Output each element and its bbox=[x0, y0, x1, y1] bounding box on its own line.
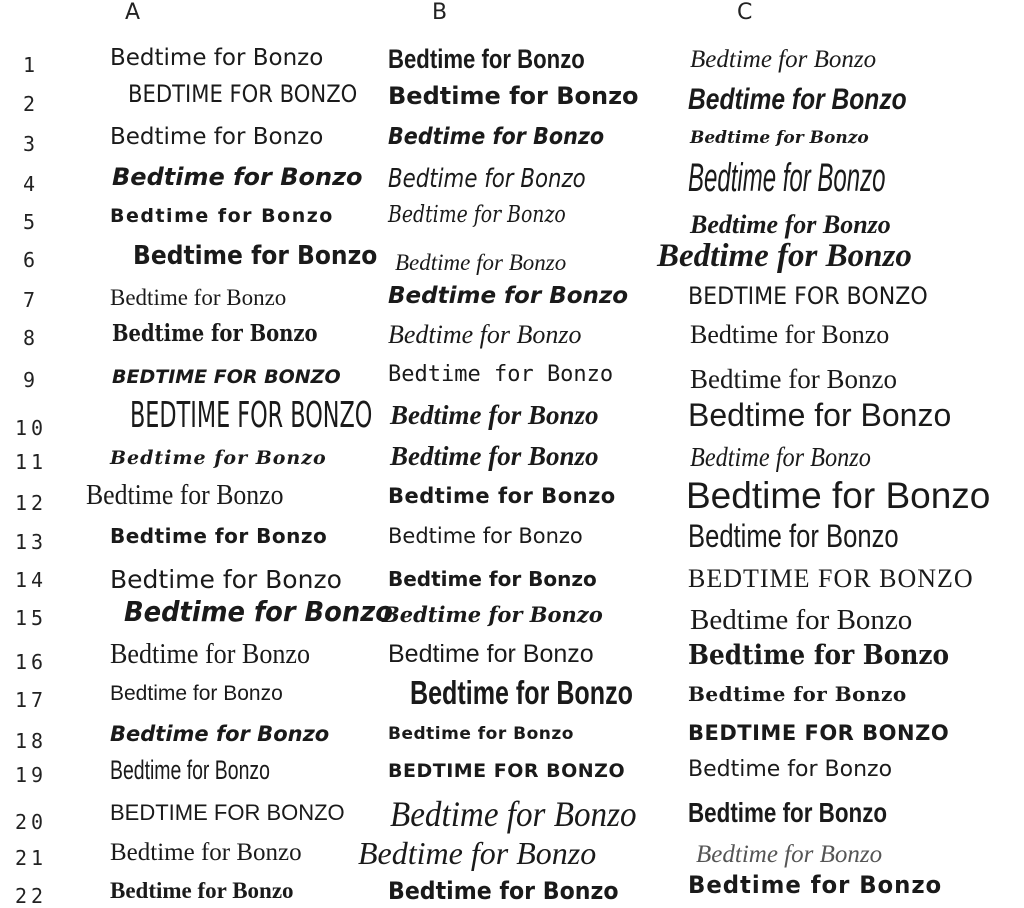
sample-b-6: Bedtime for Bonzo bbox=[395, 250, 567, 275]
sample-a-14: Bedtime for Bonzo bbox=[110, 565, 342, 594]
row-number: 12 bbox=[14, 491, 48, 515]
sample-a-20: BEDTIME FOR BONZO bbox=[110, 800, 345, 825]
sample-b-12: Bedtime for Bonzo bbox=[388, 484, 616, 508]
sample-c-13: Bedtime for Bonzo bbox=[688, 518, 899, 554]
row-number: 14 bbox=[14, 568, 48, 592]
row-number: 8 bbox=[22, 326, 40, 350]
sample-c-6: Bedtime for Bonzo bbox=[657, 238, 912, 274]
sample-a-21: Bedtime for Bonzo bbox=[110, 839, 302, 866]
sample-c-11: Bedtime for Bonzo bbox=[690, 442, 871, 472]
sample-b-10: Bedtime for Bonzo bbox=[390, 400, 599, 430]
sample-a-4: Bedtime for Bonzo bbox=[112, 163, 363, 191]
sample-c-15: Bedtime for Bonzo bbox=[690, 604, 913, 636]
row-number: 10 bbox=[14, 416, 48, 440]
row-number: 13 bbox=[14, 530, 48, 554]
sample-a-15: Bedtime for Bonzo bbox=[124, 595, 393, 628]
sample-a-19: Bedtime for Bonzo bbox=[110, 755, 270, 785]
sample-c-20: Bedtime for Bonzo bbox=[688, 797, 888, 828]
row-number: 2 bbox=[22, 92, 40, 116]
sample-c-16: Bedtime for Bonzo bbox=[688, 640, 950, 671]
sample-a-18: Bedtime for Bonzo bbox=[110, 722, 330, 746]
sample-b-3: Bedtime for Bonzo bbox=[388, 124, 605, 150]
sample-a-22: Bedtime for Bonzo bbox=[110, 878, 294, 903]
sample-c-19: Bedtime for Bonzo bbox=[688, 757, 893, 782]
sample-a-3: Bedtime for Bonzo bbox=[110, 124, 324, 150]
sample-a-16: Bedtime for Bonzo bbox=[110, 638, 311, 670]
sample-b-1: Bedtime for Bonzo bbox=[388, 44, 585, 74]
sample-b-7: Bedtime for Bonzo bbox=[388, 283, 629, 309]
row-number: 19 bbox=[14, 763, 48, 787]
sample-b-2: Bedtime for Bonzo bbox=[388, 82, 639, 110]
row-number: 4 bbox=[22, 172, 40, 196]
sample-a-12: Bedtime for Bonzo bbox=[86, 480, 284, 511]
sample-c-8: Bedtime for Bonzo bbox=[690, 320, 890, 349]
sample-b-8: Bedtime for Bonzo bbox=[388, 320, 582, 349]
sample-a-1: Bedtime for Bonzo bbox=[110, 45, 324, 71]
row-number: 5 bbox=[22, 210, 40, 234]
sample-c-12: Bedtime for Bonzo bbox=[686, 475, 991, 516]
sample-a-6: Bedtime for Bonzo bbox=[133, 241, 378, 271]
row-number: 3 bbox=[22, 132, 40, 156]
sample-a-9: BEDTIME FOR BONZO bbox=[112, 366, 341, 388]
sample-c-22: Bedtime for Bonzo bbox=[688, 871, 943, 899]
column-header-c: C bbox=[737, 0, 753, 25]
sample-b-20: Bedtime for Bonzo bbox=[390, 794, 637, 834]
sample-b-19: BEDTIME FOR BONZO bbox=[388, 760, 626, 782]
sample-c-7: BEDTIME FOR BONZO bbox=[688, 282, 928, 310]
sample-c-2: Bedtime for Bonzo bbox=[688, 83, 907, 116]
sample-c-9: Bedtime for Bonzo bbox=[690, 364, 897, 394]
row-number: 1 bbox=[22, 53, 40, 77]
row-number: 16 bbox=[14, 650, 48, 674]
sample-b-17: Bedtime for Bonzo bbox=[410, 674, 633, 711]
sample-a-7: Bedtime for Bonzo bbox=[110, 285, 287, 310]
row-number: 7 bbox=[22, 288, 40, 312]
sample-c-17: Bedtime for Bonzo bbox=[688, 682, 907, 706]
sample-b-5: Bedtime for Bonzo bbox=[388, 202, 566, 228]
column-header-a: A bbox=[125, 0, 141, 25]
sample-c-18: BEDTIME FOR BONZO bbox=[688, 721, 950, 745]
column-header-b: B bbox=[432, 0, 448, 25]
sample-c-4: Bedtime for Bonzo bbox=[688, 156, 886, 200]
sample-b-13: Bedtime for Bonzo bbox=[388, 524, 583, 548]
row-number: 6 bbox=[22, 248, 40, 272]
row-number: 22 bbox=[14, 884, 48, 908]
row-number: 9 bbox=[22, 368, 40, 392]
row-number: 11 bbox=[14, 450, 48, 474]
row-number: 21 bbox=[14, 846, 48, 870]
sample-b-21: Bedtime for Bonzo bbox=[358, 835, 597, 871]
sample-b-9: Bedtime for Bonzo bbox=[388, 362, 614, 387]
row-number: 20 bbox=[14, 810, 48, 834]
sample-b-4: Bedtime for Bonzo bbox=[388, 164, 586, 194]
sample-a-8: Bedtime for Bonzo bbox=[112, 320, 318, 347]
sample-b-15: Bedtime for Bonzo bbox=[382, 602, 603, 627]
sample-a-13: Bedtime for Bonzo bbox=[110, 524, 328, 548]
sample-b-18: Bedtime for Bonzo bbox=[388, 724, 574, 744]
sample-c-10: Bedtime for Bonzo bbox=[688, 397, 952, 433]
sample-a-2: BEDTIME FOR BONZO bbox=[128, 80, 358, 108]
sample-a-5: Bedtime for Bonzo bbox=[110, 205, 334, 227]
sample-b-22: Bedtime for Bonzo bbox=[388, 877, 619, 905]
sample-c-21: Bedtime for Bonzo bbox=[696, 841, 883, 868]
row-number: 15 bbox=[14, 606, 48, 630]
sample-b-11: Bedtime for Bonzo bbox=[390, 441, 599, 471]
sample-a-11: Bedtime for Bonzo bbox=[110, 447, 327, 469]
sample-a-10: BEDTIME FOR BONZO bbox=[130, 395, 373, 436]
sample-b-14: Bedtime for Bonzo bbox=[388, 567, 597, 591]
row-number: 18 bbox=[14, 729, 48, 753]
sample-b-16: Bedtime for Bonzo bbox=[388, 640, 594, 668]
sample-c-1: Bedtime for Bonzo bbox=[690, 46, 877, 73]
sample-a-17: Bedtime for Bonzo bbox=[110, 682, 283, 705]
sample-c-3: Bedtime for Bonzo bbox=[690, 128, 869, 148]
sample-c-5: Bedtime for Bonzo bbox=[690, 210, 891, 239]
sample-c-14: BEDTIME FOR BONZO bbox=[688, 564, 974, 593]
row-number: 17 bbox=[14, 688, 48, 712]
